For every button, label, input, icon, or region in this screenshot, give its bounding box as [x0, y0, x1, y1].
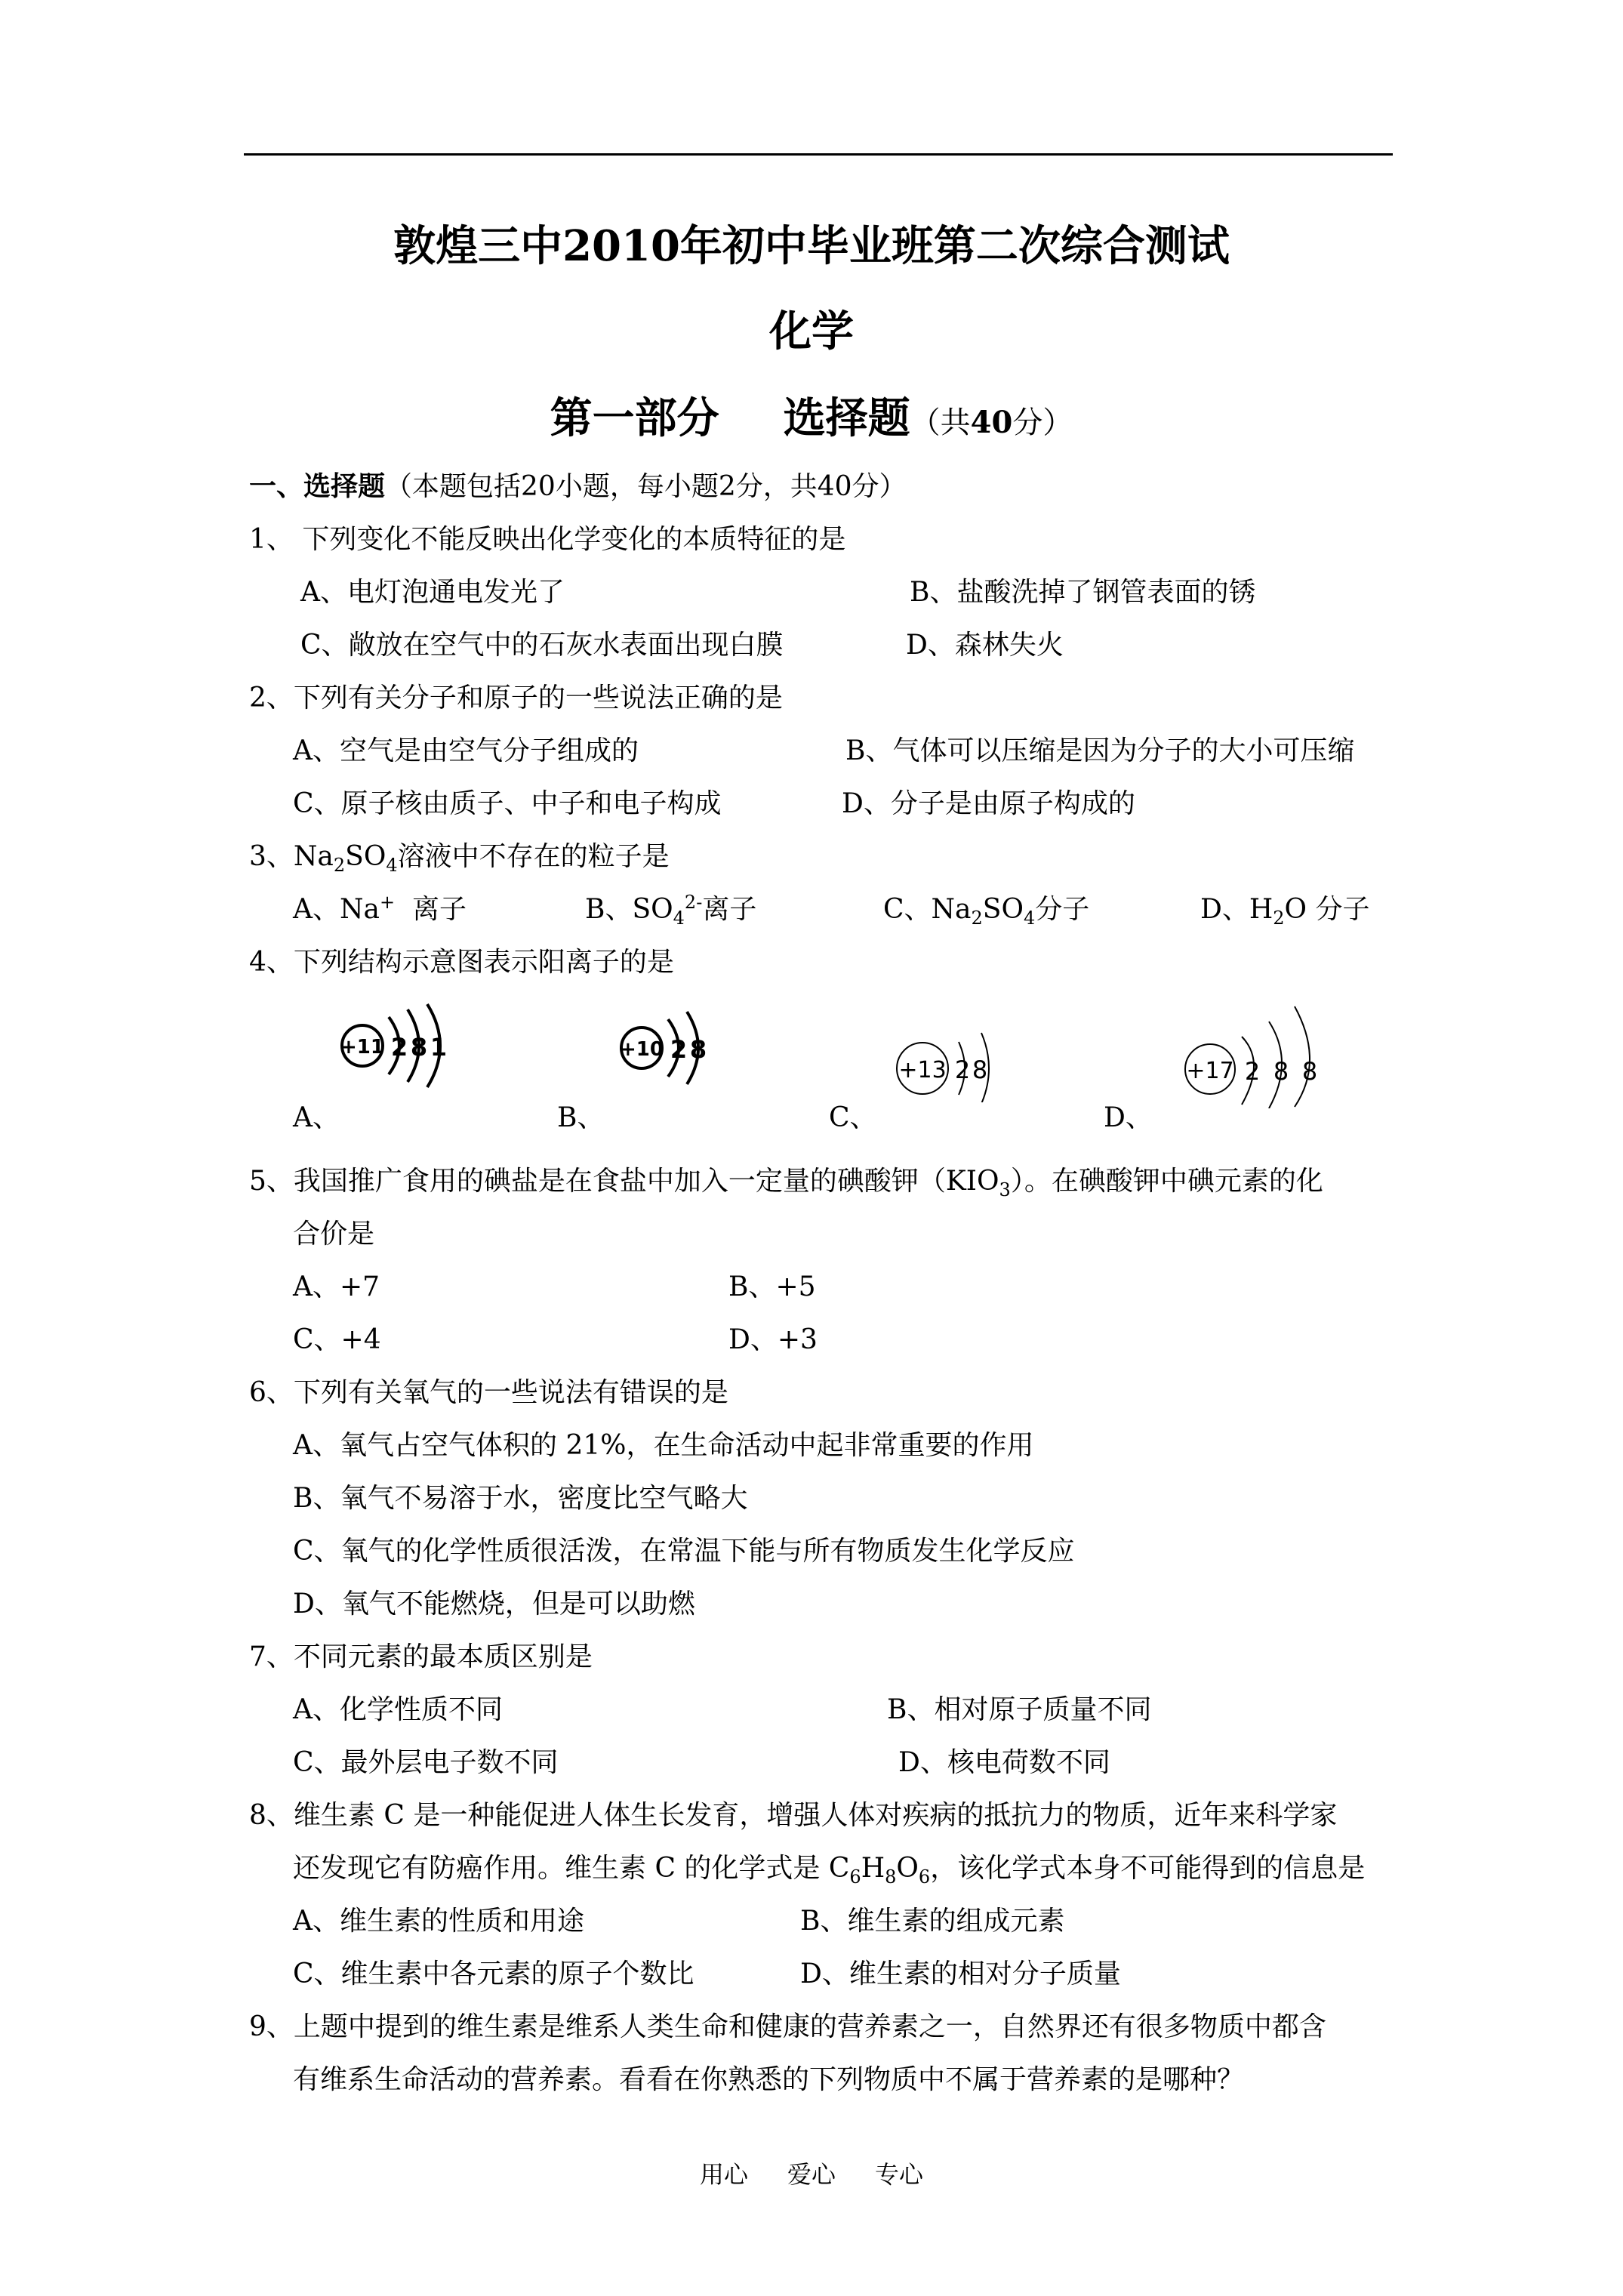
- q8-option-b: B、维生素的组成元素: [800, 1906, 1065, 1937]
- q1-option-b: B、盐酸洗掉了钢管表面的锈: [910, 577, 1256, 608]
- svg-text:2: 2: [390, 1033, 408, 1062]
- q4-option-c: C、: [829, 1102, 877, 1133]
- q8-stem-line1: 8、维生素 C 是一种能促进人体生长发育，增强人体对疾病的抵抗力的物质，近年来科学家: [249, 1800, 1338, 1831]
- q1-stem: 1、 下列变化不能反映出化学变化的本质特征的是: [249, 524, 846, 555]
- footer-word-1: 用心: [699, 2160, 748, 2189]
- ion-diagram-a: [336, 998, 464, 1096]
- footer-word-2: 爱心: [787, 2160, 836, 2189]
- q3-stem: 3、$Na_2SO_4$溶液中不存在的粒子是: [249, 841, 670, 877]
- svg-text:8: 8: [689, 1035, 707, 1064]
- q6-option-b: B、氧气不易溶于水，密度比空气略大: [293, 1483, 748, 1514]
- q5-option-d: D、+3: [728, 1324, 818, 1355]
- svg-text:+17: +17: [1186, 1058, 1234, 1084]
- q6-option-d: D、氧气不能燃烧，但是可以助燃: [293, 1589, 695, 1620]
- ion-diagram-c: [891, 1004, 1004, 1102]
- svg-text:8: 8: [1273, 1057, 1289, 1086]
- q3-option-c: C、$Na_2SO_4$分子: [883, 894, 1090, 929]
- q7-stem: 7、不同元素的最本质区别是: [249, 1641, 593, 1672]
- q6-option-a: A、氧气占空气体积的 21%，在生命活动中起非常重要的作用: [293, 1430, 1034, 1461]
- q3-option-d: D、$H_2O$ 分子: [1200, 894, 1370, 929]
- q7-option-c: C、最外层电子数不同: [293, 1747, 559, 1778]
- q6-option-c: C、氧气的化学性质很活泼，在常温下能与所有物质发生化学反应: [293, 1536, 1075, 1567]
- subject-title: 化学: [769, 307, 854, 356]
- svg-text:2: 2: [1244, 1057, 1261, 1086]
- q3-option-b: B、$SO_4^{2-}$离子: [585, 892, 757, 929]
- q7-option-a: A、化学性质不同: [293, 1694, 503, 1725]
- q5-option-a: A、+7: [293, 1271, 380, 1302]
- q2-stem: 2、下列有关分子和原子的一些说法正确的是: [249, 683, 783, 713]
- part-label: 第一部分: [550, 393, 719, 443]
- q5-option-c: C、+4: [293, 1324, 381, 1355]
- part-heading: [0, 385, 1623, 445]
- q1-option-d: D、森林失火: [906, 630, 1064, 661]
- q2-option-c: C、原子核由质子、中子和电子构成: [293, 788, 722, 819]
- section-heading: [249, 470, 907, 504]
- q1-option-a: A、电灯泡通电发光了: [300, 577, 565, 608]
- exam-title: 敦煌三中2010年初中毕业班第二次综合测试: [393, 221, 1230, 271]
- q9-stem-line2: 有维系生命活动的营养素。看看在你熟悉的下列物质中不属于营养素的是哪种？: [293, 2064, 1245, 2095]
- svg-text:1: 1: [430, 1033, 448, 1062]
- page-footer: [0, 2156, 1623, 2190]
- svg-text:2: 2: [670, 1035, 688, 1064]
- svg-text:8: 8: [410, 1033, 428, 1062]
- q5-option-b: B、+5: [728, 1271, 816, 1302]
- svg-text:+10: +10: [620, 1038, 664, 1061]
- q9-stem-line1: 9、上题中提到的维生素是维系人类生命和健康的营养素之一，自然界还有很多物质中都含: [249, 2011, 1326, 2042]
- svg-text:+11: +11: [340, 1036, 384, 1059]
- q7-option-d: D、核电荷数不同: [898, 1747, 1110, 1778]
- section-note: （本题包括20小题，每小题2分，共40分）: [385, 471, 907, 502]
- q3-option-a: A、Na+ 离子: [293, 892, 467, 925]
- part-note: （共40分）: [910, 405, 1073, 440]
- q4-option-b: B、: [557, 1102, 605, 1133]
- header-rule: [244, 153, 1393, 156]
- ion-diagram-b: [615, 1000, 728, 1099]
- q8-stem-line2: 还发现它有防癌作用。维生素 C 的化学式是 $C_6H_8O_6$，该化学式本身不可能得到的信息是: [293, 1853, 1366, 1888]
- svg-text:8: 8: [1301, 1057, 1318, 1086]
- q2-option-b: B、气体可以压缩是因为分子的大小可压缩: [845, 735, 1355, 766]
- svg-text:8: 8: [972, 1056, 988, 1084]
- footer-word-3: 专心: [875, 2160, 924, 2189]
- q1-option-c: C、敞放在空气中的石灰水表面出现白膜: [300, 630, 784, 661]
- q4-option-d: D、: [1104, 1102, 1153, 1133]
- q6-stem: 6、下列有关氧气的一些说法有错误的是: [249, 1377, 728, 1408]
- q4-stem: 4、下列结构示意图表示阳离子的是: [249, 947, 674, 978]
- svg-text:+13: +13: [898, 1057, 947, 1083]
- q5-stem-line2: 合价是: [293, 1219, 375, 1250]
- q8-option-d: D、维生素的相对分子质量: [800, 1959, 1121, 1989]
- svg-text:2: 2: [954, 1056, 971, 1084]
- q8-option-c: C、维生素中各元素的原子个数比: [293, 1959, 694, 1989]
- section-label: 一、选择题: [249, 470, 386, 502]
- part-name: 选择题: [783, 393, 910, 443]
- q8-option-a: A、维生素的性质和用途: [293, 1906, 584, 1937]
- q4-option-a: A、: [293, 1102, 340, 1133]
- q2-option-a: A、空气是由空气分子组成的: [293, 735, 639, 766]
- q2-option-d: D、分子是由原子构成的: [842, 788, 1135, 819]
- q5-stem-line1: 5、我国推广食用的碘盐是在食盐中加入一定量的碘酸钾$(KIO_3)$。在碘酸钾中碘元素的化: [249, 1166, 1323, 1201]
- q7-option-b: B、相对原子质量不同: [887, 1694, 1152, 1725]
- ion-diagram-d: [1181, 995, 1332, 1108]
